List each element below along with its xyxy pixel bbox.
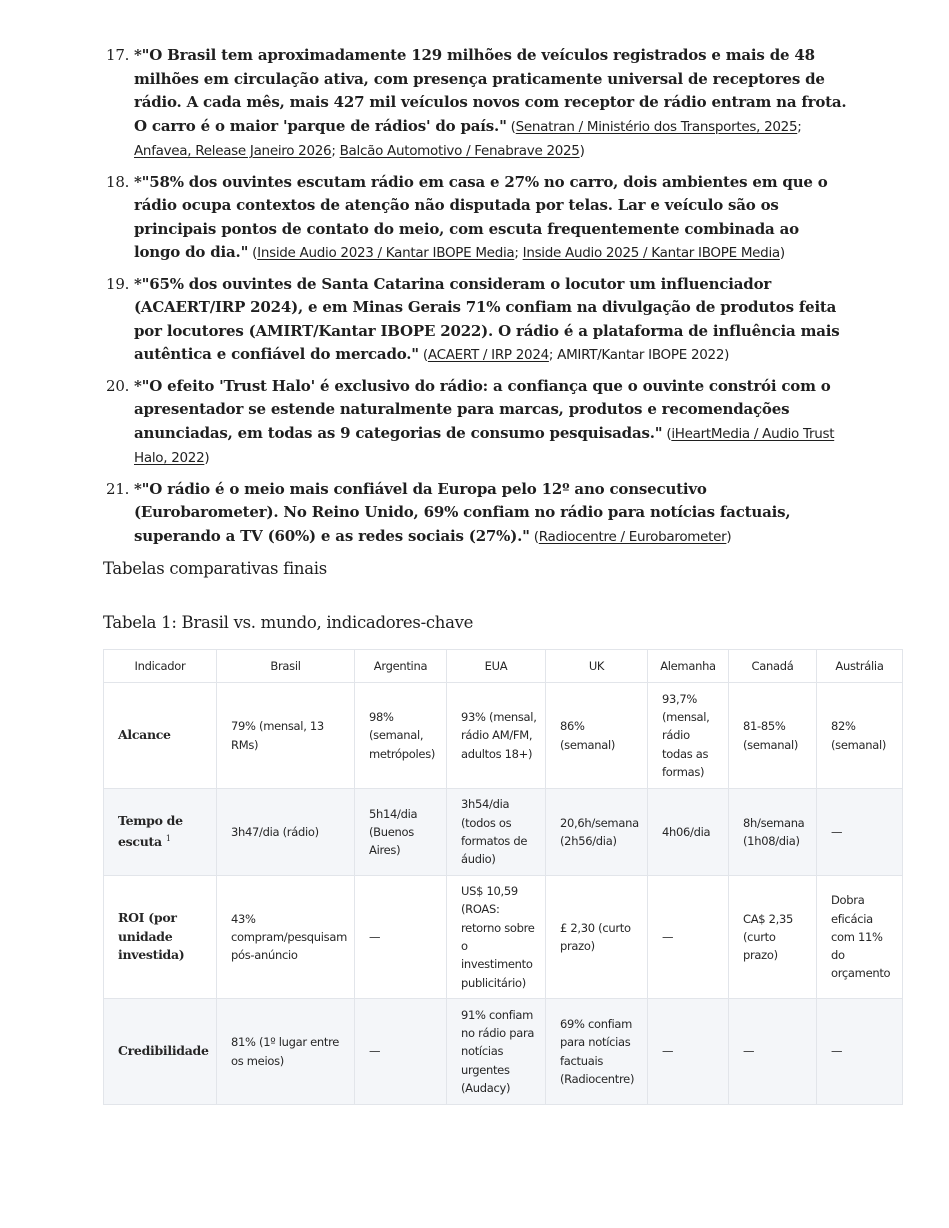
table-row — [104, 876, 903, 999]
source-link[interactable]: Inside Audio 2023 / Kantar IBOPE Media — [257, 245, 515, 261]
table-cell: — — [817, 789, 903, 876]
source-link[interactable]: ACAERT / IRP 2024 — [427, 347, 549, 363]
source-link[interactable]: Radiocentre / Eurobarometer — [538, 528, 727, 545]
table-row — [104, 789, 903, 876]
reference-item — [103, 375, 848, 471]
table-row — [104, 683, 903, 789]
table-row — [104, 999, 903, 1105]
column-header: Austrália — [817, 650, 903, 683]
reference-item — [103, 273, 848, 368]
row-indicator: Credibilidade — [104, 999, 217, 1105]
reference-number: 17. — [106, 46, 130, 64]
reference-number: 20. — [106, 376, 130, 395]
table-cell: 4h06/dia — [648, 789, 729, 876]
source-link[interactable]: Balcão Automotivo / Fenabrave 2025 — [339, 143, 580, 159]
row-indicator: Tempo de escuta $^1$ — [104, 789, 217, 876]
row-indicator: Alcance — [104, 683, 217, 789]
column-header: EUA — [447, 650, 546, 683]
table-cell: — — [355, 999, 447, 1105]
source-link[interactable]: Inside Audio 2025 / Kantar IBOPE Media — [522, 245, 780, 261]
column-header: Argentina — [355, 650, 447, 683]
table-cell: 91% confiam no rádio para notícias urgentes (Audacy) — [447, 999, 546, 1105]
reference-item — [103, 44, 848, 164]
table-cell: 81-85% (semanal) — [729, 683, 817, 789]
source-link[interactable]: Senatran / Ministério dos Transportes, 2025 — [515, 118, 798, 135]
table-cell: 5h14/dia (Buenos Aires) — [355, 789, 447, 876]
table-cell: — — [648, 876, 729, 999]
reference-quote: *"58% dos ouvintes escutam rádio em casa e 27% no carro, dois ambientes em que o rádio ocupa contextos de atenção não disputada por telas. Lar e veículo são os principais pontos de contato do meio, com escuta frequentemente combinada ao longo do dia." — [134, 172, 828, 261]
table-cell: 3h54/dia (todos os formatos de áudio) — [447, 789, 546, 876]
table-cell: 69% confiam para notícias factuais (Radiocentre) — [546, 999, 648, 1105]
column-header: Alemanha — [648, 650, 729, 683]
reference-quote: *"O Brasil tem aproximadamente 129 milhões de veículos registrados e mais de 48 milhões em circulação ativa, com presença praticamente universal de receptores de rádio. A cada mês, mais 427 mil veículos novos com receptor de rádio entram na frota. O carro é o maior 'parque de rádios' do país." — [134, 46, 847, 135]
table-cell: 43% compram/pesquisam pós-anúncio — [217, 876, 355, 999]
reference-list — [103, 44, 848, 556]
section-heading: Tabelas comparativas finais — [103, 559, 327, 578]
reference-number: 19. — [106, 274, 130, 293]
reference-item — [103, 171, 848, 266]
table-header-row — [104, 650, 903, 683]
reference-sources: (iHeartMedia / Audio Trust Halo, 2022) — [134, 425, 835, 466]
table-cell: £ 2,30 (curto prazo) — [546, 876, 648, 999]
reference-quote: *"O efeito 'Trust Halo' é exclusivo do rádio: a confiança que o ouvinte constrói com o apresentador se estende naturalmente para marcas, produtos e recomendações anunciadas, em todas as 9 categorias de consumo pesquisadas." — [134, 376, 831, 442]
reference-item — [103, 478, 848, 550]
reference-number: 18. — [106, 172, 130, 191]
reference-sources: (Senatran / Ministério dos Transportes, 2025; Anfavea, Release Janeiro 2026; Balcão Automotivo / Fenabrave 2025) — [134, 118, 802, 159]
table-cell: CA$ 2,35 (curto prazo) — [729, 876, 817, 999]
table-title: Tabela 1: Brasil vs. mundo, indicadores-chave — [103, 613, 474, 632]
column-header: Indicador — [104, 650, 217, 683]
reference-sources: (Radiocentre / Eurobarometer) — [529, 528, 732, 545]
table-cell: US$ 10,59 (ROAS: retorno sobre o investimento publicitário) — [447, 876, 546, 999]
table-cell: 93% (mensal, rádio AM/FM, adultos 18+) — [447, 683, 546, 789]
table-cell: 79% (mensal, 13 RMs) — [217, 683, 355, 789]
reference-sources: (ACAERT / IRP 2024; AMIRT/Kantar IBOPE 2022) — [418, 347, 730, 363]
column-header: Brasil — [217, 650, 355, 683]
table-cell: — — [729, 999, 817, 1105]
column-header: Canadá — [729, 650, 817, 683]
table-cell: 86% (semanal) — [546, 683, 648, 789]
reference-sources: (Inside Audio 2023 / Kantar IBOPE Media; Inside Audio 2025 / Kantar IBOPE Media) — [248, 245, 785, 261]
table-cell: 3h47/dia (rádio) — [217, 789, 355, 876]
column-header: UK — [546, 650, 648, 683]
reference-quote: *"O rádio é o meio mais confiável da Europa pelo 12º ano consecutivo (Eurobarometer). No Reino Unido, 69% confiam no rádio para notícias factuais, superando a TV (60%) e as redes sociais (27%)." — [134, 479, 791, 545]
table-cell: 93,7% (mensal, rádio todas as formas) — [648, 683, 729, 789]
table-cell: — — [355, 876, 447, 999]
source-link[interactable]: iHeartMedia / Audio Trust Halo, 2022 — [134, 425, 835, 466]
source-link[interactable]: Anfavea, Release Janeiro 2026 — [134, 143, 332, 159]
table-cell: 82% (semanal) — [817, 683, 903, 789]
reference-quote: *"65% dos ouvintes de Santa Catarina consideram o locutor um influenciador (ACAERT/IRP 2024), e em Minas Gerais 71% confiam na divulgação de produtos feita por locutores (AMIRT/Kantar IBOPE 2022). O rádio é a plataforma de influência mais autêntica e confiável do mercado." — [134, 274, 840, 363]
row-indicator: ROI (por unidade investida) — [104, 876, 217, 999]
table-cell: 98% (semanal, metrópoles) — [355, 683, 447, 789]
table-cell: — — [817, 999, 903, 1105]
comparison-table — [103, 649, 903, 1105]
reference-number: 21. — [106, 479, 130, 498]
footnote-marker: 1 — [165, 834, 171, 844]
table-cell: — — [648, 999, 729, 1105]
table-cell: 20,6h/semana (2h56/dia) — [546, 789, 648, 876]
table-cell: 81% (1º lugar entre os meios) — [217, 999, 355, 1105]
table-cell: 8h/semana (1h08/dia) — [729, 789, 817, 876]
table-cell: Dobra eficácia com 11% do orçamento — [817, 876, 903, 999]
